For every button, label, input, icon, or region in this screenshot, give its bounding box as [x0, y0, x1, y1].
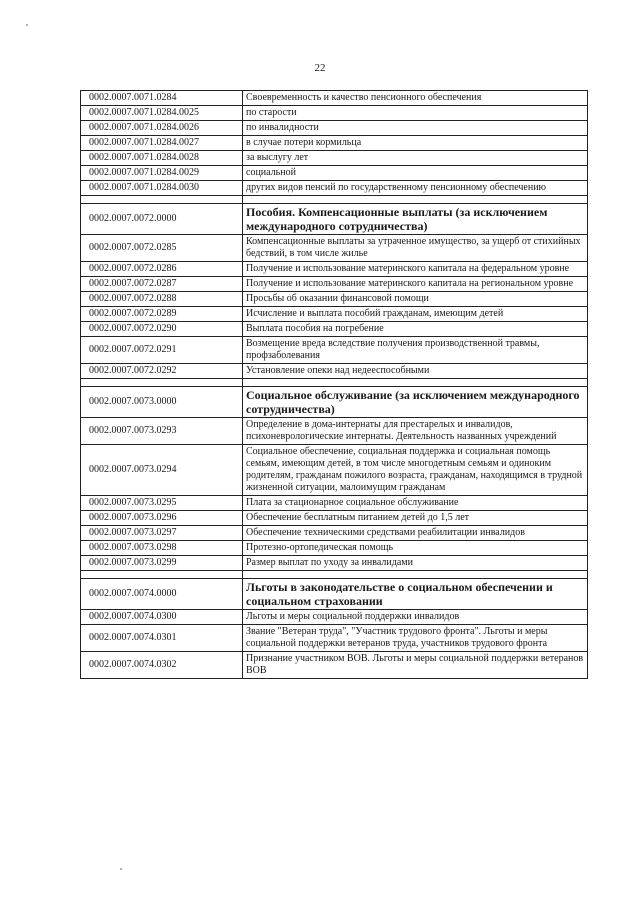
spacer-cell [243, 571, 588, 579]
classifier-description: других видов пенсий по государственному пенсионному обеспечению [243, 181, 588, 196]
classifier-code: 0002.0007.0074.0300 [81, 610, 243, 625]
classifier-description: по инвалидности [243, 121, 588, 136]
classifier-code: 0002.0007.0071.0284 [81, 91, 243, 106]
spacer-cell [243, 196, 588, 204]
classifier-description: Обеспечение техническими средствами реабилитации инвалидов [243, 526, 588, 541]
classifier-description: Звание "Ветеран труда", "Участник трудового фронта". Льготы и меры социальной поддержки ветеранов труда, участников трудового фронта [243, 625, 588, 652]
table-row [81, 106, 588, 121]
table-row [81, 136, 588, 151]
classifier-description: Протезно-ортопедическая помощь [243, 541, 588, 556]
table-row [81, 292, 588, 307]
classifier-code: 0002.0007.0073.0299 [81, 556, 243, 571]
table-row [81, 166, 588, 181]
table-row [81, 541, 588, 556]
classifier-description: Компенсационные выплаты за утраченное имущество, за ущерб от стихийных бедствий, в том числе жилье [243, 235, 588, 262]
classifier-description: Социальное обеспечение, социальная поддержка и социальная помощь семьям, имеющим детей, в том числе многодетным семьям и одиноким родителям, гражданам пожилого возраста, гражданам, находящимся в трудной жизненной ситуации, малоимущим гражданам [243, 445, 588, 496]
classifier-code: 0002.0007.0074.0000 [81, 579, 243, 610]
classifier-code: 0002.0007.0072.0291 [81, 337, 243, 364]
spacer-cell [243, 379, 588, 387]
classifier-code: 0002.0007.0073.0295 [81, 496, 243, 511]
table-row [81, 337, 588, 364]
table-row [81, 121, 588, 136]
classifier-table-body [81, 91, 588, 679]
classifier-code: 0002.0007.0073.0293 [81, 418, 243, 445]
spacer-cell [81, 196, 243, 204]
spacer-cell [81, 571, 243, 579]
table-row [81, 511, 588, 526]
classifier-description: Размер выплат по уходу за инвалидами [243, 556, 588, 571]
classifier-description: Просьбы об оказании финансовой помощи [243, 292, 588, 307]
classifier-code: 0002.0007.0073.0296 [81, 511, 243, 526]
classifier-description: Установление опеки над недееспособными [243, 364, 588, 379]
table-row [81, 91, 588, 106]
classifier-code: 0002.0007.0072.0287 [81, 277, 243, 292]
classifier-code: 0002.0007.0072.0290 [81, 322, 243, 337]
classifier-description: Выплата пособия на погребение [243, 322, 588, 337]
classifier-code: 0002.0007.0071.0284.0026 [81, 121, 243, 136]
table-row [81, 652, 588, 679]
classifier-description: Льготы и меры социальной поддержки инвалидов [243, 610, 588, 625]
classifier-code: 0002.0007.0073.0294 [81, 445, 243, 496]
classifier-code: 0002.0007.0072.0292 [81, 364, 243, 379]
classifier-description: за выслугу лет [243, 151, 588, 166]
spacer-row [81, 196, 588, 204]
spacer-row [81, 379, 588, 387]
classifier-description: социальной [243, 166, 588, 181]
classifier-code: 0002.0007.0071.0284.0027 [81, 136, 243, 151]
classifier-description: Признание участником ВОВ. Льготы и меры социальной поддержки ветеранов ВОВ [243, 652, 588, 679]
section-heading-row [81, 579, 588, 610]
table-row [81, 526, 588, 541]
classifier-code: 0002.0007.0072.0000 [81, 204, 243, 235]
scan-speck [26, 24, 28, 26]
classifier-code: 0002.0007.0073.0298 [81, 541, 243, 556]
page-number: 22 [314, 62, 326, 74]
classifier-code: 0002.0007.0074.0301 [81, 625, 243, 652]
classifier-code: 0002.0007.0073.0000 [81, 387, 243, 418]
classifier-code: 0002.0007.0071.0284.0029 [81, 166, 243, 181]
section-heading-row [81, 387, 588, 418]
table-row [81, 307, 588, 322]
table-row [81, 262, 588, 277]
classifier-code: 0002.0007.0074.0302 [81, 652, 243, 679]
table-row [81, 364, 588, 379]
classifier-code: 0002.0007.0072.0289 [81, 307, 243, 322]
classifier-code: 0002.0007.0072.0285 [81, 235, 243, 262]
classifier-description: по старости [243, 106, 588, 121]
spacer-cell [81, 379, 243, 387]
scan-speck [120, 868, 122, 870]
table-row [81, 181, 588, 196]
classifier-code: 0002.0007.0071.0284.0030 [81, 181, 243, 196]
classifier-description: Своевременность и качество пенсионного обеспечения [243, 91, 588, 106]
table-row [81, 625, 588, 652]
table-row [81, 445, 588, 496]
table-row [81, 322, 588, 337]
classifier-table [80, 90, 588, 679]
table-row [81, 556, 588, 571]
classifier-description: Обеспечение бесплатным питанием детей до 1,5 лет [243, 511, 588, 526]
classifier-description: Исчисление и выплата пособий гражданам, имеющим детей [243, 307, 588, 322]
classifier-code: 0002.0007.0072.0286 [81, 262, 243, 277]
table-row [81, 277, 588, 292]
classifier-description: Возмещение вреда вследствие получения производственной травмы, профзаболевания [243, 337, 588, 364]
classifier-code: 0002.0007.0072.0288 [81, 292, 243, 307]
table-row [81, 151, 588, 166]
section-heading-row [81, 204, 588, 235]
classifier-description: Получение и использование материнского капитала на федеральном уровне [243, 262, 588, 277]
table-row [81, 496, 588, 511]
classifier-code: 0002.0007.0071.0284.0028 [81, 151, 243, 166]
classifier-code: 0002.0007.0071.0284.0025 [81, 106, 243, 121]
table-row [81, 418, 588, 445]
classifier-description: в случае потери кормильца [243, 136, 588, 151]
table-row [81, 610, 588, 625]
section-title: Льготы в законодательстве о социальном обеспечении и социальном страховании [243, 579, 588, 610]
spacer-row [81, 571, 588, 579]
section-title: Пособия. Компенсационные выплаты (за исключением международного сотрудничества) [243, 204, 588, 235]
classifier-description: Определение в дома-интернаты для престарелых и инвалидов, психоневрологические интернаты. Деятельность названных учреждений [243, 418, 588, 445]
classifier-description: Плата за стационарное социальное обслуживание [243, 496, 588, 511]
classifier-code: 0002.0007.0073.0297 [81, 526, 243, 541]
section-title: Социальное обслуживание (за исключением международного сотрудничества) [243, 387, 588, 418]
classifier-description: Получение и использование материнского капитала на региональном уровне [243, 277, 588, 292]
table-row [81, 235, 588, 262]
